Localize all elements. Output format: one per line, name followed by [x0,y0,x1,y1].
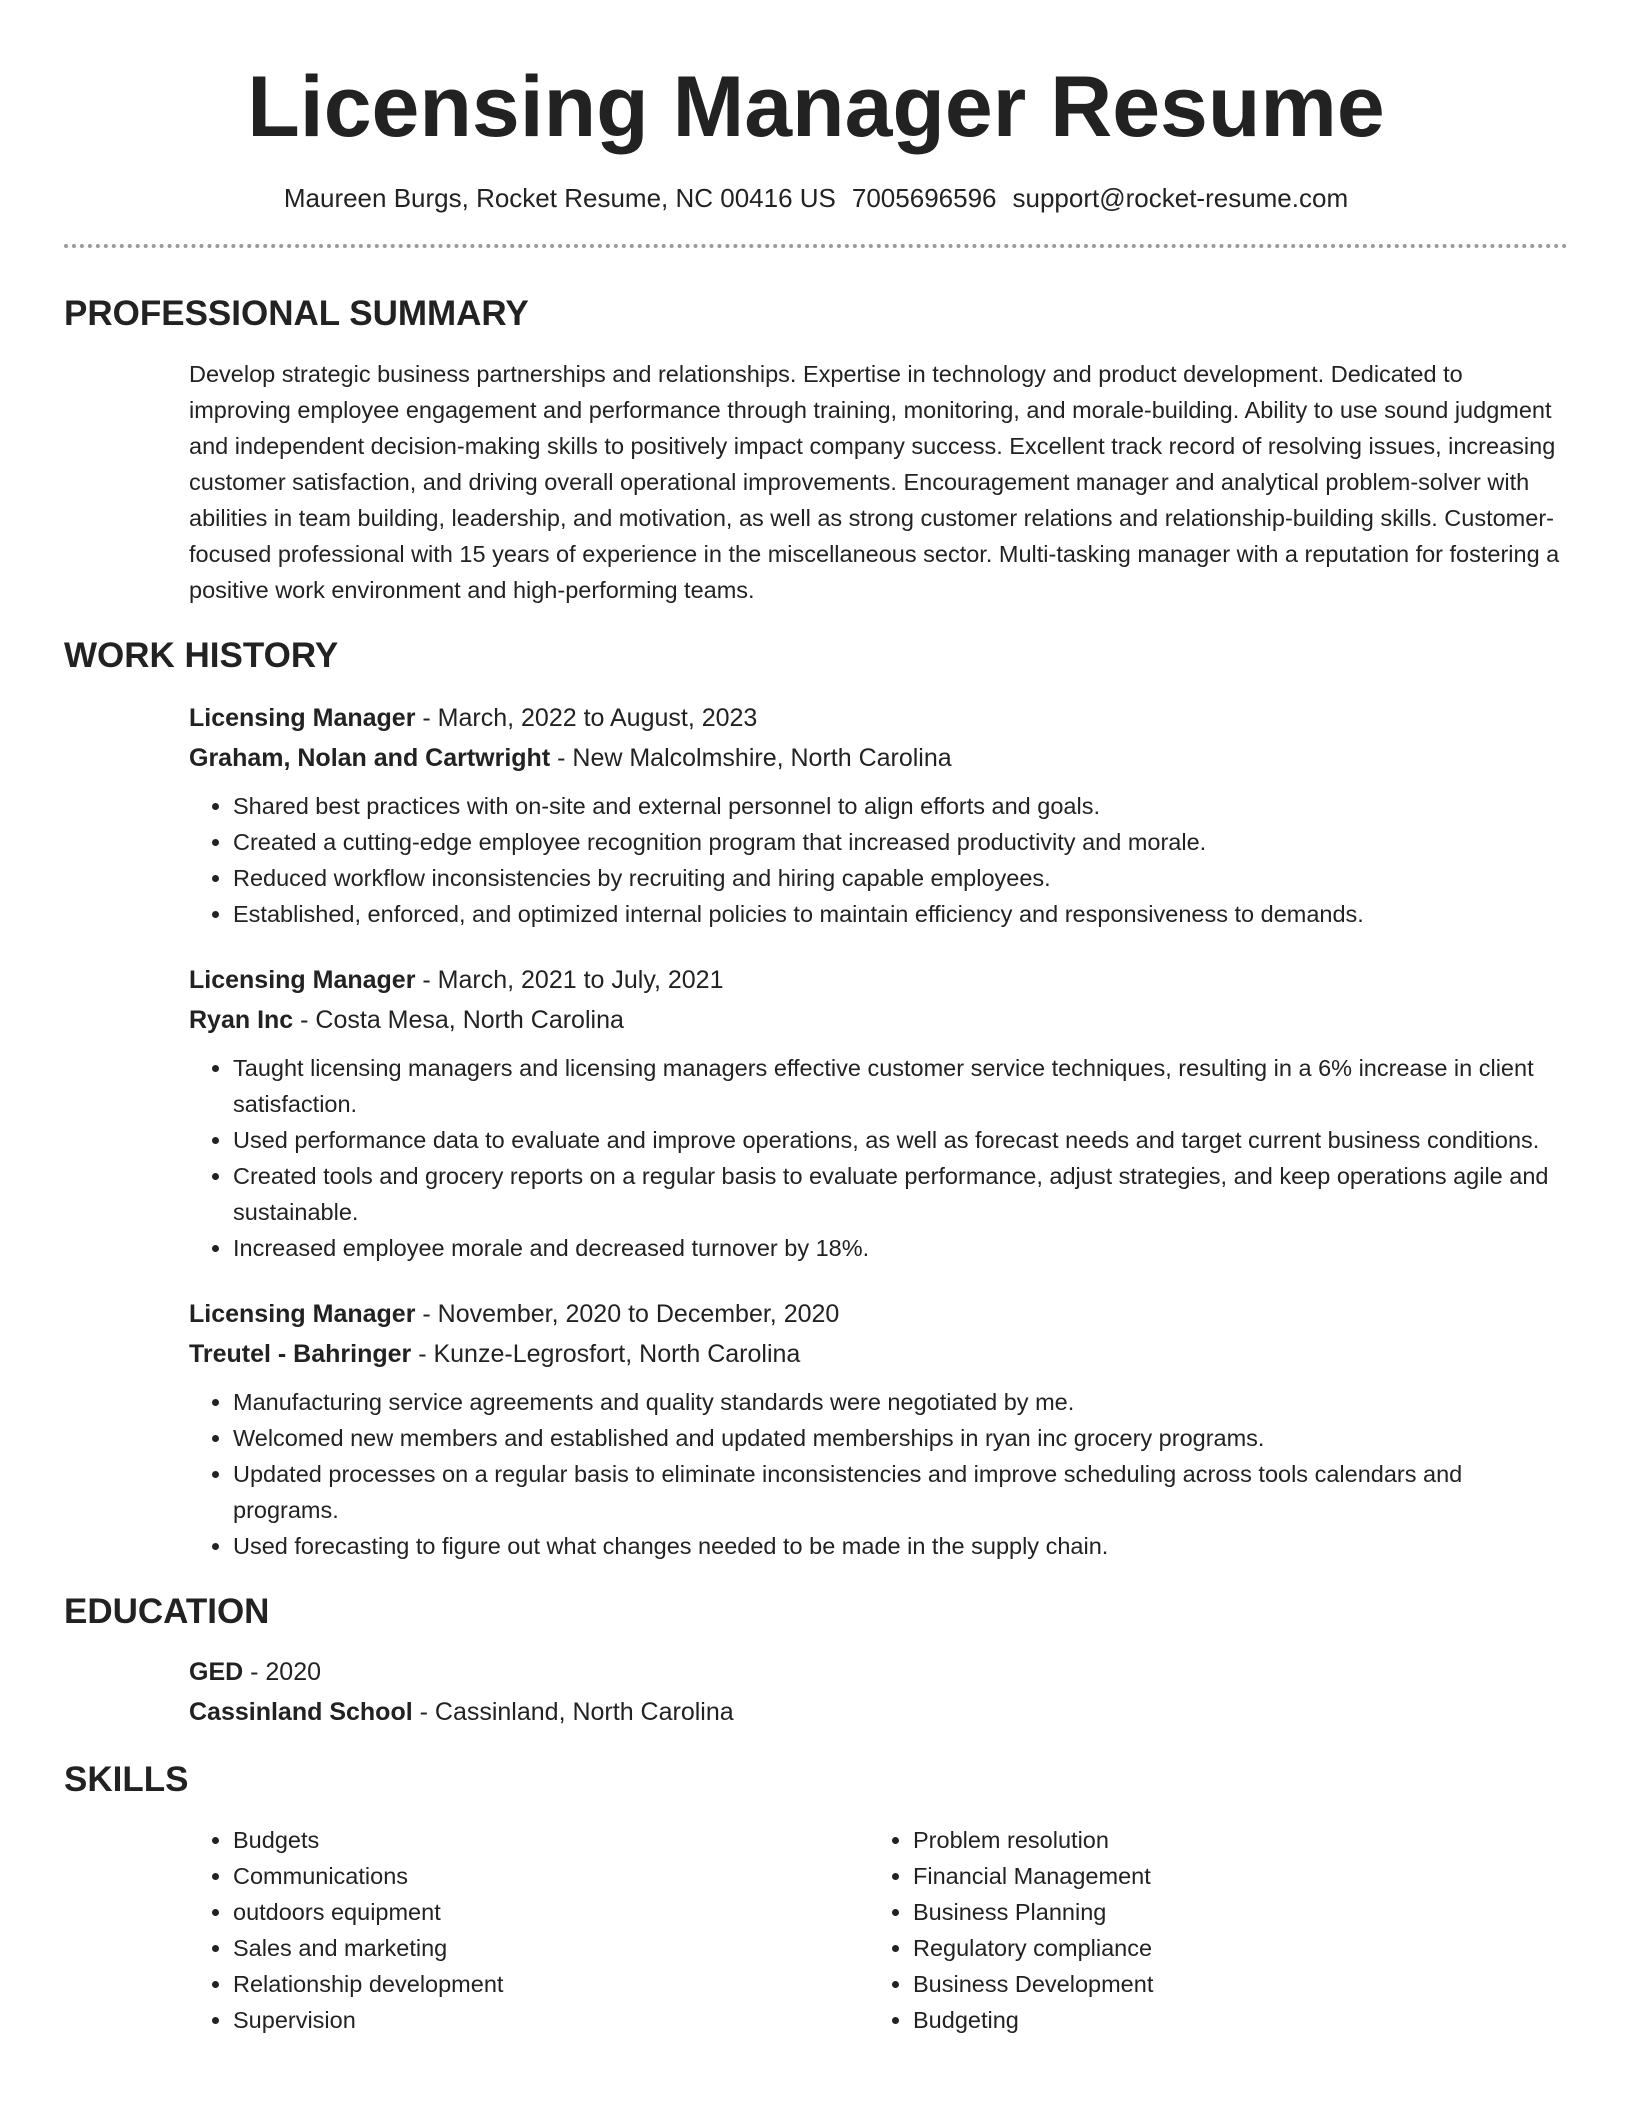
contact-phone: 7005696596 [851,183,997,213]
skills-heading: SKILLS [64,1760,189,1799]
skill-item: • Regulatory compliance [913,1930,1549,1966]
job-role: Licensing Manager [189,704,416,732]
job-bullets [189,1384,1568,1564]
job-dates: - November, 2020 to December, 2020 [415,1300,840,1328]
skill-item: • Sales and marketing [233,1930,869,1966]
job-dates: - March, 2022 to August, 2023 [415,704,758,732]
job-bullet: • Created a cutting-edge employee recognition program that increased productivity and morale. [233,824,1568,860]
job-bullet: • Used forecasting to figure out what changes needed to be made in the supply chain. [233,1528,1568,1564]
job-company: Graham, Nolan and Cartwright [189,744,551,772]
skill-item: • Business Planning [913,1894,1549,1930]
job-location: - New Malcolmshire, North Carolina [550,744,952,772]
skills-section [189,1822,1568,2038]
job-role-line [189,698,1568,738]
job-bullets [189,788,1568,932]
job-company-line [189,1334,1568,1374]
job-dates: - March, 2021 to July, 2021 [415,966,724,994]
job-bullet: • Shared best practices with on-site and external personnel to align efforts and goals. [233,788,1568,824]
skill-item: • Business Development [913,1966,1549,2002]
summary-heading: PROFESSIONAL SUMMARY [64,294,529,333]
job-role: Licensing Manager [189,1300,416,1328]
contact-email: support@rocket-resume.com [1012,183,1349,213]
job-location: - Costa Mesa, North Carolina [293,1006,624,1034]
contact-line [64,180,1568,216]
contact-address: Maureen Burgs, Rocket Resume, NC 00416 US [283,183,836,213]
header-divider [64,244,1568,248]
job-company: Treutel - Bahringer [189,1340,412,1368]
job-bullet: • Manufacturing service agreements and quality standards were negotiated by me. [233,1384,1568,1420]
skills-list-left [189,1822,869,2038]
job-bullet: • Reduced workflow inconsistencies by recruiting and hiring capable employees. [233,860,1568,896]
job-company-line [189,738,1568,778]
job-bullet: • Updated processes on a regular basis to eliminate inconsistencies and improve scheduling across tools calendars and programs. [233,1456,1568,1528]
skill-item: • Financial Management [913,1858,1549,1894]
skill-item: • Communications [233,1858,869,1894]
education-year: - 2020 [243,1658,322,1686]
job-role-line [189,1294,1568,1334]
job-location: - Kunze-Legrosfort, North Carolina [411,1340,801,1368]
job-entry [189,960,1568,1266]
job-bullet: • Created tools and grocery reports on a regular basis to evaluate performance, adjust strategies, and keep operations agile and sustainable. [233,1158,1568,1230]
job-role: Licensing Manager [189,966,416,994]
education-school: Cassinland School [189,1698,413,1726]
education-location: - Cassinland, North Carolina [412,1698,734,1726]
job-entry [189,1294,1568,1564]
page-title: Licensing Manager Resume [247,59,1385,155]
job-bullets [189,1050,1568,1266]
job-bullet: • Welcomed new members and established and updated memberships in ryan inc grocery programs. [233,1420,1568,1456]
skill-item: • outdoors equipment [233,1894,869,1930]
summary-section [189,356,1568,608]
education-heading: EDUCATION [64,1592,270,1631]
work-history-section [189,698,1568,1564]
skill-item: • Budgeting [913,2002,1549,2038]
work-history-heading: WORK HISTORY [64,636,339,675]
skill-item: • Problem resolution [913,1822,1549,1858]
job-company-line [189,1000,1568,1040]
education-section [189,1652,1568,1732]
education-school-line [189,1692,1568,1732]
summary-text: Develop strategic business partnerships and relationships. Expertise in technology and product development. Dedicated to improving employee engagement and performance through training, monitoring, and morale-building. Ability to use sound judgment and independent decision-making skills to positively impact company success. Excellent track record of resolving issues, increasing customer satisfaction, and driving overall operational improvements. Encouragement manager and analytical problem-solver with abilities in team building, leadership, and motivation, as well as strong customer relations and relationship-building skills. Customer-focused professional with 15 years of experience in the miscellaneous sector. Multi-tasking manager with a reputation for fostering a positive work environment and high-performing teams. [189,361,1560,603]
job-role-line [189,960,1568,1000]
skill-item: • Relationship development [233,1966,869,2002]
job-bullet: • Increased employee morale and decreased turnover by 18%. [233,1230,1568,1266]
job-bullet: • Used performance data to evaluate and improve operations, as well as forecast needs and target current business conditions. [233,1122,1568,1158]
skill-item: • Budgets [233,1822,869,1858]
job-bullet: • Established, enforced, and optimized internal policies to maintain efficiency and responsiveness to demands. [233,896,1568,932]
education-degree-line [189,1652,1568,1692]
skills-list-right [869,1822,1549,2038]
skill-item: • Supervision [233,2002,869,2038]
education-degree: GED [189,1658,244,1686]
job-bullet: • Taught licensing managers and licensing managers effective customer service techniques, resulting in a 6% increase in client satisfaction. [233,1050,1568,1122]
job-company: Ryan Inc [189,1006,294,1034]
job-entry [189,698,1568,932]
